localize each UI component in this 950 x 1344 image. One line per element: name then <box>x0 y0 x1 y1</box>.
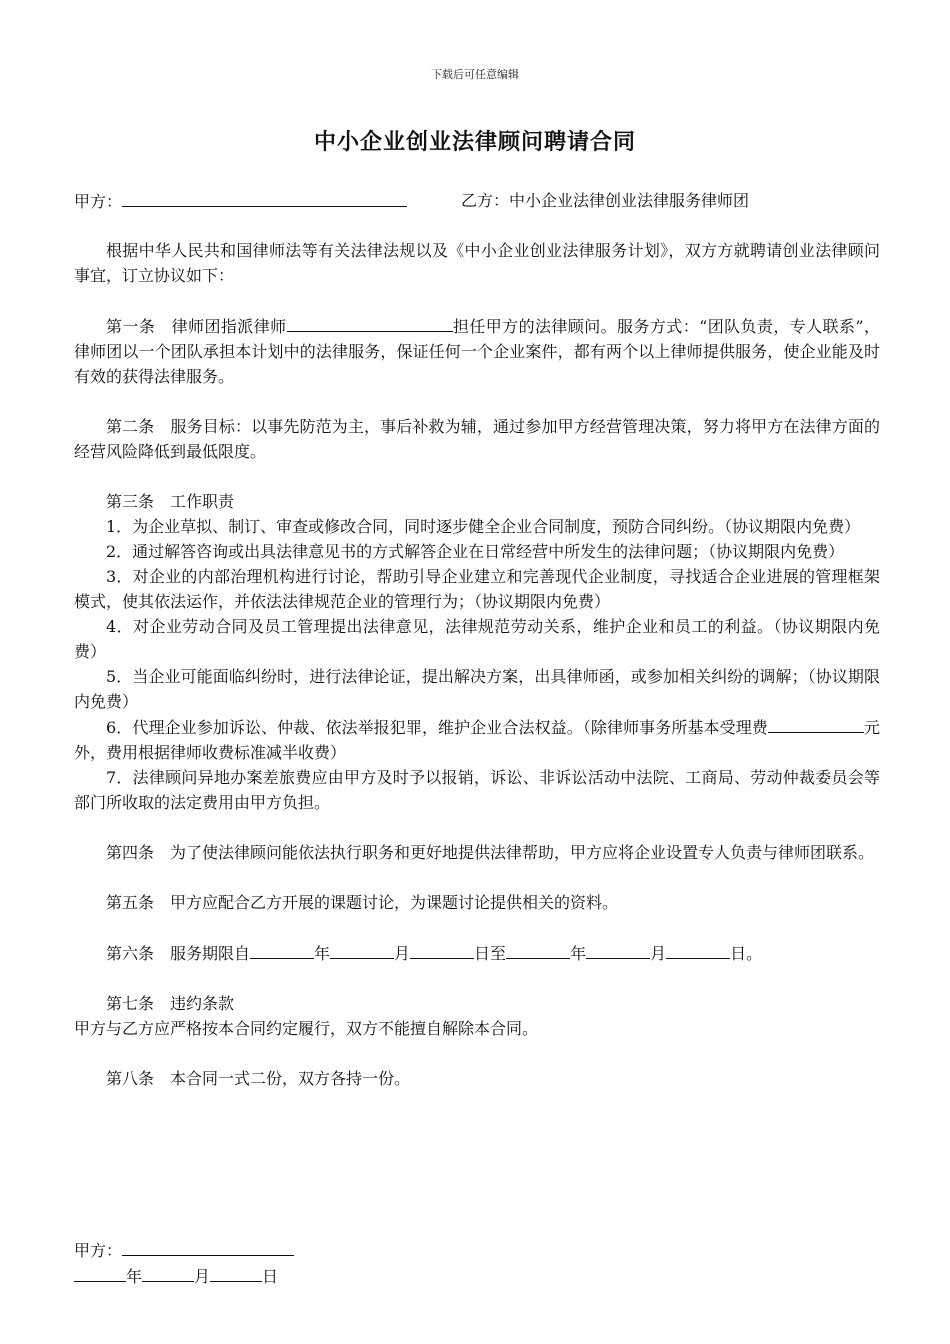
duty-6-prefix: 6．代理企业参加诉讼、仲裁、依法举报犯罪，维护企业合法权益。（除律师事务所基本受理费 <box>106 718 768 737</box>
end-day-blank <box>666 940 730 959</box>
article-1-prefix: 第一条 律师团指派律师 <box>106 317 287 336</box>
day-to-label: 日至 <box>474 944 507 963</box>
sig-month-blank <box>142 1263 194 1282</box>
year-label: 年 <box>314 944 331 963</box>
contract-body <box>74 188 880 1091</box>
signature-party-a <box>74 1237 294 1263</box>
party-a-blank <box>122 188 407 207</box>
end-year-blank <box>506 940 570 959</box>
article-1 <box>74 313 880 389</box>
article-6-label: 第六条 服务期限自 <box>106 944 251 963</box>
sig-day-label: 日 <box>262 1267 279 1286</box>
sig-year-blank <box>74 1263 126 1282</box>
signature-label: 甲方： <box>74 1241 123 1260</box>
day-end-label: 日。 <box>730 944 763 963</box>
start-day-blank <box>410 940 474 959</box>
duty-item: 1．为企业草拟、制订、审查或修改合同，同时逐步健全企业合同制度，预防合同纠纷。（协议期限内免费） <box>106 517 861 536</box>
fee-blank <box>768 714 864 733</box>
party-a-label: 甲方： <box>74 192 123 211</box>
article-3-title: 第三条 工作职责 <box>106 492 235 511</box>
month-label: 月 <box>394 944 411 963</box>
article-7-body: 甲方与乙方应严格按本合同约定履行，双方不能擅自解除本合同。 <box>74 1019 539 1038</box>
duty-6-suffix: 元外，费用根据律师收费标准减半收费） <box>74 718 880 762</box>
signature-blank <box>122 1237 294 1256</box>
month-label: 月 <box>650 944 667 963</box>
duty-item: 4．对企业劳动合同及员工管理提出法律意见，法律规范劳动关系，维护企业和员工的利益。（协议期限内免费） <box>74 617 880 661</box>
article-5: 第五条 甲方应配合乙方开展的课题讨论，为课题讨论提供相关的资料。 <box>106 893 619 912</box>
article-8: 第八条 本合同一式二份，双方各持一份。 <box>106 1069 411 1088</box>
start-month-blank <box>330 940 394 959</box>
document-title: 中小企业创业法律顾问聘请合同 <box>313 129 636 155</box>
sig-year-label: 年 <box>126 1267 143 1286</box>
lawyer-name-blank <box>287 313 453 332</box>
parties-row <box>74 188 880 213</box>
start-year-blank <box>250 940 314 959</box>
signature-date <box>74 1263 294 1289</box>
duty-item: 2．通过解答咨询或出具法律意见书的方式解答企业在日常经营中所发生的法律问题；（协议期限内免费） <box>106 542 845 561</box>
article-1-suffix: 担任甲方的法律顾问。服务方式：“团队负责，专人联系”，律师团以一个团队承担本计划中的法律服务，保证任何一个企业案件，都有两个以上律师提供服务，使企业能及时有效的获得法律服务。 <box>74 317 880 386</box>
header-note: 下载后可任意编辑 <box>431 68 519 81</box>
party-b: 乙方：中小企业法律创业法律服务律师团 <box>461 191 750 210</box>
party-a <box>74 188 461 213</box>
duty-item: 3．对企业的内部治理机构进行讨论，帮助引导企业建立和完善现代企业制度，寻找适合企业进展的管理框架模式，使其依法运作，并依法法律规范企业的管理行为；（协议期限内免费） <box>74 567 880 611</box>
sig-day-blank <box>210 1263 262 1282</box>
preamble: 根据中华人民共和国律师法等有关法律法规以及《中小企业创业法律服务计划》，双方方就聘请创业法律顾问事宜，订立协议如下： <box>74 241 880 285</box>
end-month-blank <box>586 940 650 959</box>
sig-month-label: 月 <box>194 1267 211 1286</box>
article-4: 第四条 为了使法律顾问能依法执行职务和更好地提供法律帮助，甲方应将企业设置专人负责与律师团联系。 <box>106 843 875 862</box>
signature-block <box>74 1237 294 1289</box>
duty-item: 7．法律顾问异地办案差旅费应由甲方及时予以报销，诉讼、非诉讼活动中法院、工商局、劳动仲裁委员会等部门所收取的法定费用由甲方负担。 <box>74 768 880 812</box>
duty-item: 5．当企业可能面临纠纷时，进行法律论证，提出解决方案，出具律师函，或参加相关纠纷的调解；（协议期限内免费） <box>74 667 880 711</box>
duty-item-6 <box>74 714 880 765</box>
article-6 <box>74 940 880 966</box>
article-7-title: 第七条 违约条款 <box>106 994 235 1013</box>
year-label: 年 <box>570 944 587 963</box>
article-2: 第二条 服务目标：以事先防范为主，事后补救为辅，通过参加甲方经营管理决策，努力将甲方在法律方面的经营风险降低到最低限度。 <box>74 417 880 461</box>
